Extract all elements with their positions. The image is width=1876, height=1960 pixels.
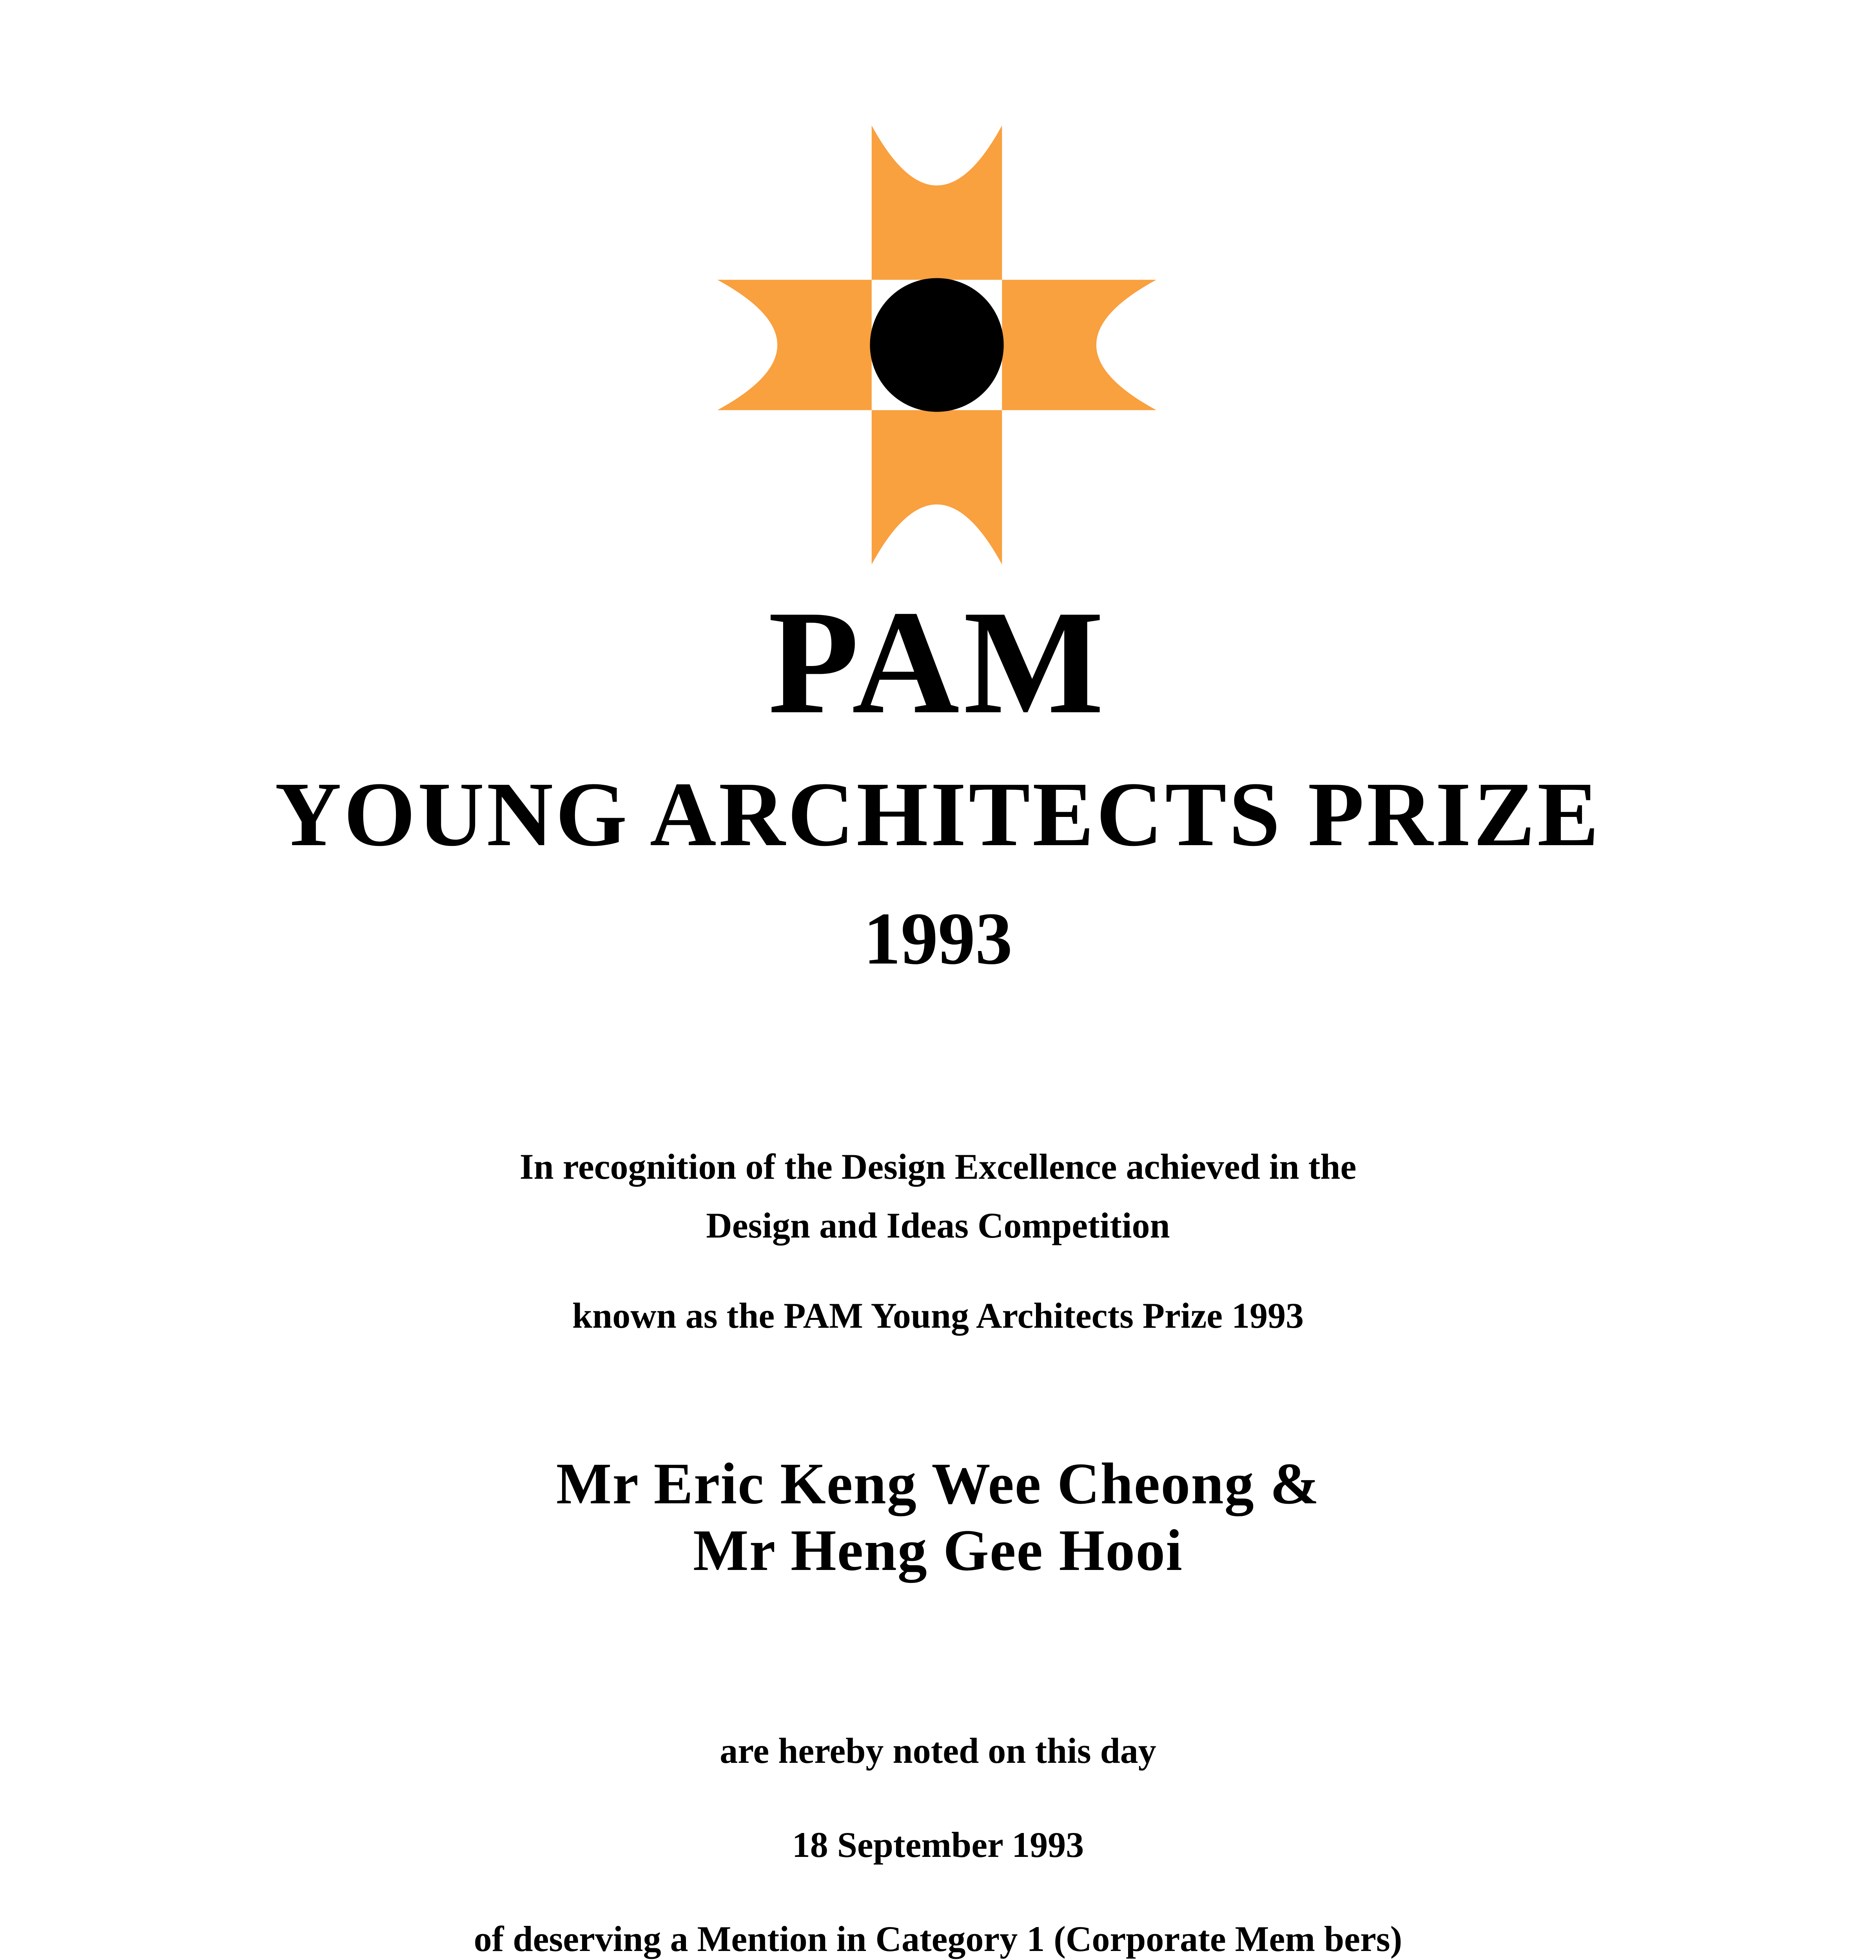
recognition-line-1: In recognition of the Design Excellence achieved in the: [519, 1147, 1357, 1187]
pam-star-logo-icon: [717, 125, 1156, 564]
mention-line: of deserving a Mention in Category 1 (Corporate Mem bers): [474, 1919, 1402, 1959]
logo-center-dot: [870, 278, 1003, 412]
recipient-line-2: Mr Heng Gee Hooi: [693, 1518, 1183, 1583]
recognition-line-2: Design and Ideas Competition: [706, 1205, 1170, 1245]
certificate-year: 1993: [864, 898, 1012, 980]
certificate-subtitle: YOUNG ARCHITECTS PRIZE: [275, 763, 1601, 865]
recognition-line-3: known as the PAM Young Architects Prize 1993: [572, 1296, 1304, 1336]
noted-line: are hereby noted on this day: [720, 1731, 1156, 1771]
award-date: 18 September 1993: [792, 1825, 1084, 1865]
recipient-line-1: Mr Eric Keng Wee Cheong &: [556, 1451, 1320, 1516]
certificate-title: PAM: [768, 580, 1108, 745]
